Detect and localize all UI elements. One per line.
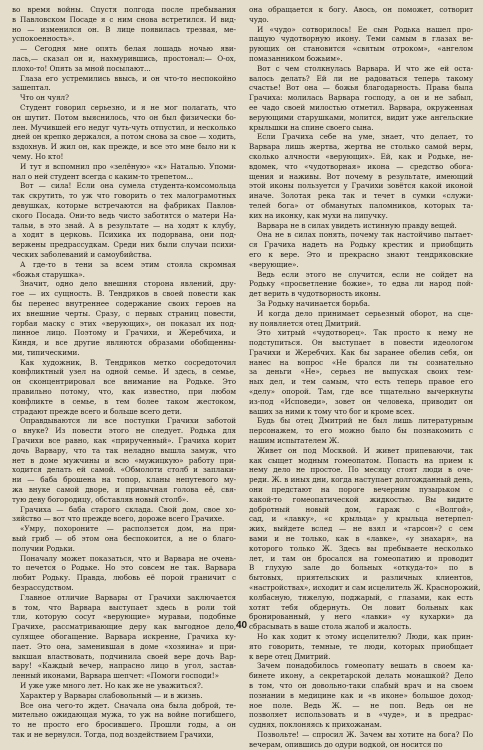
text-line: ких на иконку, как мухи на липучку. xyxy=(249,210,388,220)
text-line: «делу» опорой. Там, где все тщательно вычеркнуты xyxy=(249,387,473,397)
text-line: ского Посада. Они-то ведь чисто заботятся о матери На- xyxy=(12,210,236,220)
text-line: За Родьку начинается борьба. xyxy=(257,298,370,308)
text-line: а ходят в церковь. Психика их подорвана, они под- xyxy=(12,230,236,240)
text-line: девушках, которые встречаются на фабриках Павлов- xyxy=(12,200,236,210)
text-line: горбая маску с этих «верующих», он показал их под- xyxy=(12,318,236,328)
text-line: успокоенность». xyxy=(12,34,75,44)
text-line: которого только Ж. Здесь вы пребываете несколько xyxy=(249,543,473,553)
text-line: как сыщет модным гомеопатом. Попасть на прием к xyxy=(249,455,473,465)
text-line: тую деву богородицу, обставляв новый столб». xyxy=(12,494,189,504)
text-line: его к вере. Это и прекрасно знают тендряковские xyxy=(249,249,473,259)
text-line: он шутит. Потом выяснилось, что он был физически бо- xyxy=(12,112,236,122)
text-line: Варвара лишь жертва, жертва не столько самой веры, xyxy=(249,142,473,152)
text-line: И когда дело принимает серьезный оборот, на сце- xyxy=(257,308,473,318)
text-line: вый гриб — об этом она беспокоится, а не о благо- xyxy=(12,534,236,544)
text-line: к вере отец Дмитрий. xyxy=(249,651,331,661)
text-line: то печется о Родьке. Но это совсем не так. Варвара xyxy=(12,563,236,573)
text-line: получии Родьки. xyxy=(12,543,75,553)
text-line: из-под «Исповеди», зовет он человека, приводит он xyxy=(249,396,473,406)
text-line: Вот — сила! Если она сумела студента-комсомольца xyxy=(20,181,236,191)
text-line: в том, что он довольно-таки слабый врач и на своем xyxy=(249,680,473,690)
text-line: какой-то гомеопатической жидкостью. Вы видите xyxy=(249,494,473,504)
text-line: ну появляется отец Дмитрий. xyxy=(249,318,361,328)
text-line: колбасную, тяжелую, поджарый, с глазами, как есть xyxy=(249,592,473,602)
text-line: Глаза его устремились ввысь, и он что-то неспокойно xyxy=(20,73,236,83)
text-line: нет в доме мужчины и всю «мужицкую» работу при- xyxy=(12,455,236,465)
text-line: иначе. Золотая река так и течет в сумки «служи- xyxy=(249,191,473,201)
text-line: лен. Мучившей его недуг чуть-чуть отпустил, и несколько xyxy=(12,122,236,132)
text-line: Поначалу может показаться, что и Варвара не очень- xyxy=(20,553,236,563)
text-line: Зачем понадобилось гомеопату вешать в своем ка- xyxy=(257,661,473,671)
text-line: любит Родьку. Правда, любовь её порой граничит с xyxy=(12,573,236,583)
text-line: И уже уже много лет. Но как же не уважиться?. xyxy=(20,680,203,690)
text-line: вару! «Каждый вечер, напрасно лицо в угол, застав- xyxy=(12,661,236,671)
text-line: Родьку «просветление божие», то едва ли народ пой- xyxy=(249,279,473,289)
text-line: гое — их сущность. В. Тендряков в своей повести как xyxy=(12,289,236,299)
text-line: ное поле. Ведь Ж. — не поп. Ведь он не xyxy=(249,700,473,710)
text-line: конфликтный узел на одной семье. И здесь, в семье, xyxy=(12,367,236,377)
text-line: линное лицо. Поэтому и Грачихи, и Жеребчиха, и xyxy=(12,328,236,338)
text-line: — Сегодня мне опять белая лошадь ночью яви- xyxy=(20,44,236,54)
text-line: крыльшки на спине своего сына. xyxy=(249,122,374,132)
text-line: Грачиха — баба старого склада. Свой дом, свое хо- xyxy=(20,504,236,514)
text-line: Это хитрый «чудотворец». Так просто к нему не xyxy=(257,328,473,338)
text-line: ческих заболеваний и самоубийства. xyxy=(12,249,152,259)
text-line: этой иконы пользуется у Грачихи зовётся какой иконой xyxy=(249,181,473,191)
text-line: подступиться. Он выступает в повести идеологом xyxy=(249,338,473,348)
text-line: дочь Варвару, что та так неладно вышла замуж, что xyxy=(12,445,236,455)
text-line: Как художник, В. Тендряков метко сосредоточил xyxy=(20,357,236,367)
text-line: выкшая властвовать, подчинила своей вере дочь Вар- xyxy=(12,651,236,661)
text-line: Оправдываются ли все поступки Грачихи заботой xyxy=(20,416,236,426)
text-line: суднях, поклоняясь к прихожанам. xyxy=(249,720,382,730)
text-line: конфликте в семье, в тем более таком жестоком, xyxy=(12,396,236,406)
text-line: Если Грачиха себе на уме, знает, что делает, то xyxy=(257,132,473,142)
text-line: плохо-то! Опять за мной посылают... xyxy=(12,63,151,73)
text-line: зяйство — вот что прежде всего, дороже всего Грачихе. xyxy=(12,514,225,524)
text-line: реди. Ж. в иных дни, когда наступает долгожданный день, xyxy=(249,475,473,485)
text-line: бы перенес внутреннее содержание своих героев на xyxy=(12,298,236,308)
text-line: Она не в силах понять, почему так настойчиво пытает- xyxy=(257,230,473,240)
text-line: персонажем, то его можно было бы познакомить с xyxy=(249,426,473,436)
text-line: ее чадо своей милостью отметил. Варвара, окруженная xyxy=(249,102,473,112)
text-line: то не просто его бросившего. Прошли годы, а он xyxy=(12,720,236,730)
text-line: дет верить в чудотворность иконы. xyxy=(249,289,381,299)
text-line: В глухую зале до больных «откуда-то» по в xyxy=(249,563,473,573)
text-line: телей бога» от обманутых паломников, которых та- xyxy=(249,200,473,210)
text-line: так и не вернулся. Тогда, под воздействием Грачихи, xyxy=(12,729,214,739)
text-line: И «чудо» сотворилось! Ее сын Родька нашел про- xyxy=(257,24,473,34)
text-line: вечерам, опившись до одури водкой, он носится по xyxy=(249,739,443,749)
text-line: но — изменился он. В лице появилась трезвая, ме- xyxy=(12,24,236,34)
text-line: Будь бы отец Дмитрий не был лишь литературным xyxy=(257,416,473,426)
text-line: ных дел, и тем самым, что есть теперь правое его xyxy=(249,377,473,387)
text-line: жих, выйдете вслед — не взял и «гарсон»? с сем xyxy=(249,524,473,534)
text-line: добротный новый дом, гараж с «Волгой», xyxy=(249,504,473,514)
text-line: тли, которую сосут «верующие» муравьи, подобные xyxy=(12,612,236,622)
text-line: ми, типическими. xyxy=(12,347,80,357)
text-line: верующими старушками, молится, видит уже ангельские xyxy=(249,112,473,122)
text-line: сколько алчности «верующих». Ей, как и Родьке, не- xyxy=(249,151,473,161)
text-line: бронированный, у него «лавки» «у кухарки» да xyxy=(249,612,473,622)
text-line: страдают прежде всего и больше всего дети. xyxy=(12,406,182,416)
text-line: Значит, одно дело внешняя сторона явлений, дру- xyxy=(20,279,236,289)
text-column-left xyxy=(12,5,236,739)
text-line: Грачиха: молилась Варвара господу, а он и не забыл, xyxy=(249,93,473,103)
text-line: ся Грачиха надеть на Родьку крестик и приобщить xyxy=(249,240,473,250)
text-line: Живет он под Москвой. И живет припеваючи, так xyxy=(257,445,473,455)
text-line: она обращается к богу. Авось, он поможет, сотворит xyxy=(249,5,473,14)
text-line: нему дело не простое. По месяцу стоят люди в оче- xyxy=(249,465,473,475)
text-line: И тут я вспомнил про «зелёную» «к» Наталью. Упоми- xyxy=(20,161,236,171)
text-line: в Павловском Посаде я с ним снова встретился. И вид- xyxy=(12,14,236,24)
text-line: нал о ней студент всегда с каким-то трепетом... xyxy=(12,171,193,181)
text-line: «Умру, похороните — расползется дом, на при- xyxy=(20,524,236,534)
text-column-right xyxy=(249,5,481,749)
text-line: сбрасывать в ваше стола жалоб и жалость. xyxy=(249,622,412,632)
page-number: 40 xyxy=(235,620,248,631)
text-line: пает. Это она, заменившая в доме «хозяина» и при- xyxy=(12,641,236,651)
text-line: Грачихи все равно, как «прирученный». Грачиха корит xyxy=(12,436,236,446)
text-line: Ведь если этого не случится, если не сойдет на xyxy=(257,269,473,279)
text-line: хотят тебя обдернуть. Он ловит больных как xyxy=(249,602,473,612)
text-line: их внешние черты. Сразу, с первых страниц повести, xyxy=(12,308,236,318)
text-line: Позвольте! — спросил Ж. Зачем вы хотите на бога? По xyxy=(257,729,473,739)
text-line: Грачихе, рассматривающие деру как выгодное дело, xyxy=(12,622,236,632)
text-line: ни — баба брошена на топор, кланы непутевого му- xyxy=(12,475,236,485)
text-line: Варвара не в силах увидеть истинную правду вещей. xyxy=(257,220,457,230)
text-line: о внуке? Из повести этого не следует. Родька для xyxy=(12,426,236,436)
text-line: так скрутить, то уж что говорить о тех малограмотных xyxy=(12,191,236,201)
text-line: в том, что Варвара выступает здесь в роли той xyxy=(12,602,236,612)
text-line: ято говорить, темные, те люди, которых приобщает xyxy=(249,641,473,651)
text-line: бытовых, приятельских и различных клиентов, xyxy=(249,573,473,583)
text-line: тальи, в это знай. А в результате — на ходят к клубу, xyxy=(12,220,236,230)
text-line: правильно потому, что, как известно, при любом xyxy=(12,387,236,397)
text-line: нанес на вопрос «Не брался ли ты сознательно xyxy=(249,357,473,367)
text-line: «божья старушка». xyxy=(12,269,85,279)
text-line: вдомек, что «чудотворная» икона — средство обога- xyxy=(249,161,473,171)
text-line: Грачихи и Жеребчих. Как бы заранее обелив себя, он xyxy=(249,347,473,357)
text-line: ходится делать ей самой. «Обмолоти столб и заплаки- xyxy=(12,465,236,475)
text-line: счастье! Вот она — божья благодарность. Права была xyxy=(249,83,473,93)
text-line: позволяет использовать и в «чуде», и в предрас- xyxy=(249,710,473,720)
text-line: вами и не только, как в «лавке», «у знахаря», на xyxy=(249,534,473,544)
text-line: Все она чего-то ждет. Сначала она была доброй, те- xyxy=(20,700,236,710)
text-line: Что он чуял? xyxy=(20,93,69,103)
text-line: «верующие». xyxy=(249,259,299,269)
text-line: Главное отличие Варвары от Грачихи заключается xyxy=(20,592,236,602)
text-line: нашим испытателем Ж. xyxy=(249,436,340,446)
text-line: жа внуке самой дворе, и привычная голова её, свя- xyxy=(12,485,236,495)
text-line: пащую чудотворную икону. Теми самым в глазах ве- xyxy=(249,34,473,44)
text-line: ваших за ними к тому что бог и кроме всех. xyxy=(249,406,415,416)
text-line: рующих он становится «святым отроком», «ангелом xyxy=(249,44,473,54)
text-line: они предстают на пороге вечерним пузырьком с xyxy=(249,485,473,495)
text-line: лет, и там он бросался на гомеопатию и проводит xyxy=(249,553,473,563)
text-line: щения и наживы. Вот почему в результате, имеющий xyxy=(249,171,473,181)
text-line: мительно ожидающая мужа, то уж на войне погибшего, xyxy=(12,710,236,720)
text-line: бинете икону, а секретарской делать монашкой? Дело xyxy=(249,671,473,681)
text-line: вержены предрассудкам. Среди них были случаи психи- xyxy=(12,240,236,250)
text-line: за деньги «Не», серьез не выпуская своих тем- xyxy=(249,367,473,377)
text-line: «настройствах», исходит и сам исцелитель Ж. Краснорожий, xyxy=(249,583,481,593)
text-line: валось делать? Ей ли не радоваться теперь такому xyxy=(249,73,473,83)
text-line: Киндя, и все другие являются образами обобщенны- xyxy=(12,338,236,348)
text-line: сулящее обогащение. Варвара искренне, Грачиха ку- xyxy=(12,632,236,641)
text-line: Студент говорил серьезно, и я не мог полагать, что xyxy=(20,102,236,112)
text-line: зашептал. xyxy=(12,83,51,93)
text-line: Характер у Варвары слабовольный — и в жизнь. xyxy=(20,690,203,700)
text-line: познании в медицине как и «в иконе» большое доход- xyxy=(249,690,473,700)
text-line: безрассудством. xyxy=(12,583,74,593)
text-line: сад, и «лавку», «с крыльца» у крыльца нетерпел- xyxy=(249,514,473,524)
text-line: помазанником божьим». xyxy=(249,53,343,63)
text-line: во время войны. Спустя полгода после пребывания xyxy=(12,5,236,14)
text-line: дней он крепко держался, а потом снова за свое — ходить, xyxy=(12,132,236,142)
text-line: Вот с чем столкнулась Варвара. И что же ей оста- xyxy=(257,63,473,73)
text-line: чудо. xyxy=(249,14,269,24)
text-line: вздохнув. И жил он, как прежде, и все это мне было ни к xyxy=(12,142,236,152)
text-line: Но как ходит к этому исцелителю? Люди, как прин- xyxy=(257,632,473,641)
text-line: чему. Но кто! xyxy=(12,151,64,161)
text-line: А где-то в тени за всем этим стояла скромная xyxy=(20,259,236,269)
text-line: он сконцентрировал все внимание на Родьке. Это xyxy=(12,377,236,387)
text-line: лась,— сказал он и, нахмурившись, простонал:— О-ох, xyxy=(12,53,236,63)
text-line: ленный иконами, Варвара шепчет: «Помоги господи!» xyxy=(12,671,219,681)
